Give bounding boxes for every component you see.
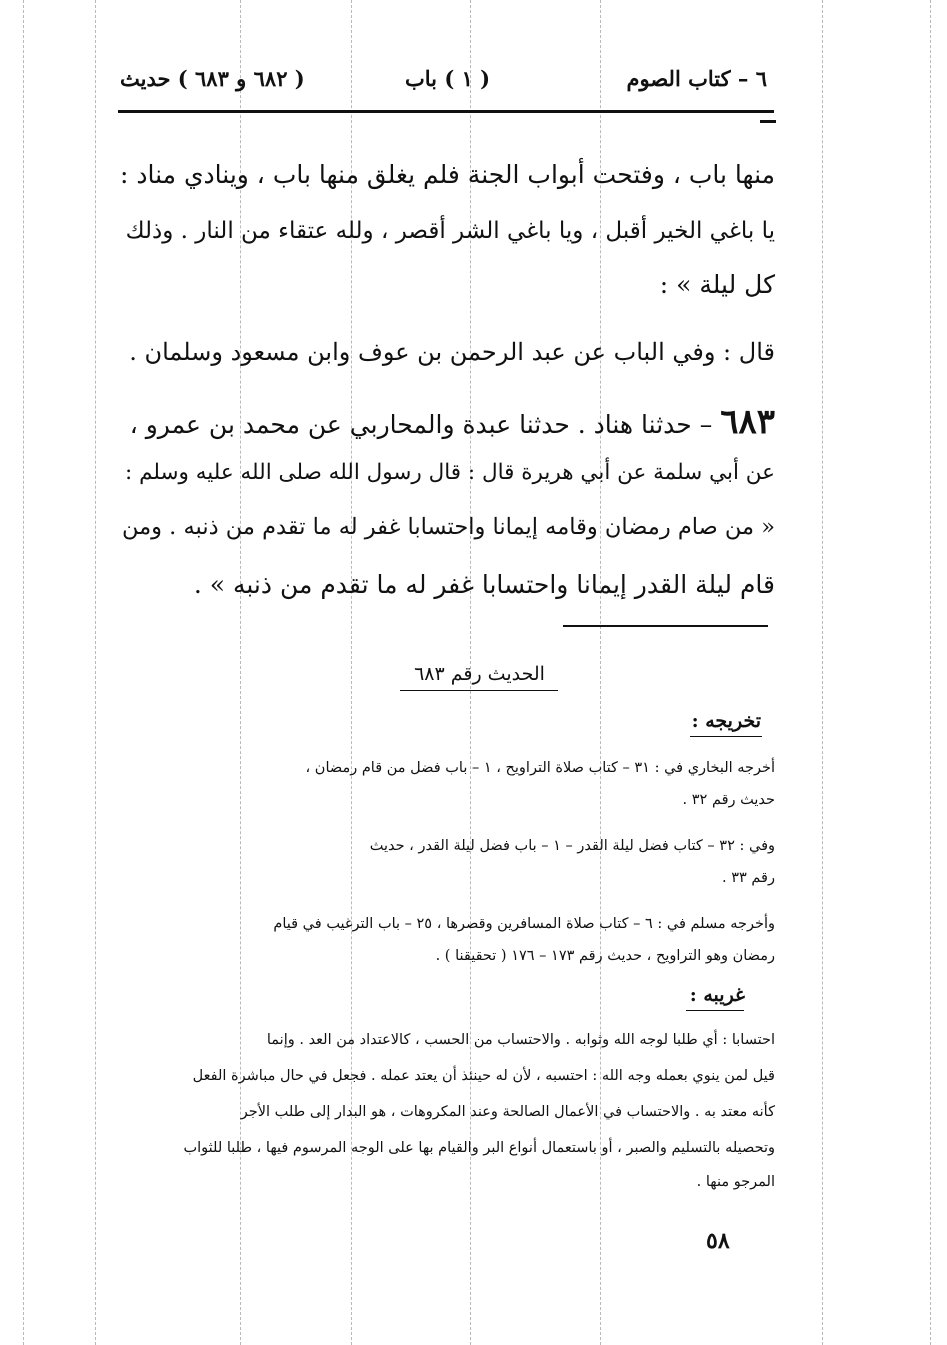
body-line-2: يا باغي الخير أقبل ، ويا باغي الشر أقصر ، ولله عتقاء من النار . وذلك [125,218,775,244]
takhrij-line-4: رقم ٣٣ . [722,870,775,886]
hadith-line-4: قام ليلة القدر إيمانا واحتسابا غفر له ما تقدم من ذنبه » . [193,570,775,599]
body-line-3: كل ليلة » : [659,270,775,299]
gharib-line-2: قيل لمن ينوي بعمله وجه الله : احتسبه ، لأن له حينئذ أن يعتد عمله . فجعل في حال مباشرة الفعل [192,1068,775,1084]
body-line-1: منها باب ، وفتحت أبواب الجنة فلم يغلق منها باب ، وينادي مناد : [119,160,775,189]
gharib-line-1: احتسابا : أي طلبا لوجه الله وثوابه . والاحتساب من الحسب ، كالاعتداد من العد . وإنما [266,1032,775,1048]
takhrij-line-1: أخرجه البخاري في : ٣١ – كتاب صلاة التراويح ، ١ – باب فضل من قام رمضان ، [305,760,775,776]
hadith-line-3: « من صام رمضان وقامه إيمانا واحتسابا غفر له ما تقدم من ذنبه . ومن [121,514,775,540]
gharib-heading-underline [686,1010,744,1011]
page-number: ٥٨ [706,1228,730,1254]
header-tick [760,120,776,123]
takhrij-line-5: وأخرجه مسلم في : ٦ – كتاب صلاة المسافرين وقصرها ، ٢٥ – باب الترغيب في قيام [273,916,775,932]
takhrij-line-3: وفي : ٣٢ – كتاب فضل ليلة القدر – ١ – باب فضل ليلة القدر ، حديث [369,838,775,854]
hadith-first-line [130,402,775,442]
guide-line [95,0,96,1345]
takhrij-heading-underline [690,736,762,737]
gharib-line-4: وتحصيله بالتسليم والصبر ، أو باستعمال أنواع البر والقيام بها على الوجه المرسوم فيها ، طلبا للثواب [183,1140,775,1156]
hadith-number: ٦٨٣ [720,402,775,442]
gharib-line-3: كأنه معتد به . والاحتساب في الأعمال الصالحة وعند المكروهات ، هو البدار إلى طلب الأجر [240,1104,775,1120]
takhrij-line-2: حديث رقم ٣٢ . [682,792,775,808]
notes-title: الحديث رقم ٦٨٣ [414,663,545,685]
header-section: ( ١ ) باب [405,66,491,91]
hadith-line-1: – حدثنا هناد . حدثنا عبدة والمحاربي عن محمد بن عمرو ، [129,410,713,439]
takhrij-line-6: رمضان وهو التراويح ، حديث رقم ١٧٣ – ١٧٦ ( تحقيقنا ) . [435,948,775,964]
notes-separator [563,625,768,627]
header-hadith-numbers: ( ٦٨٢ و ٦٨٣ ) حديث [120,66,305,91]
takhrij-heading: تخريجه : [691,710,761,732]
header-chapter: ٦ – كتاب الصوم [626,66,767,91]
guide-line [23,0,24,1345]
gharib-line-5: المرجو منها . [696,1174,775,1190]
guide-line [822,0,823,1345]
notes-title-underline [400,690,558,691]
guide-line [930,0,931,1345]
body-line-4: قال : وفي الباب عن عبد الرحمن بن عوف وابن مسعود وسلمان . [129,338,775,366]
gharib-heading: غريبه : [689,984,745,1006]
hadith-line-2: عن أبي سلمة عن أبي هريرة قال : قال رسول الله صلى الله عليه وسلم : [125,460,775,485]
header-rule [118,110,774,113]
